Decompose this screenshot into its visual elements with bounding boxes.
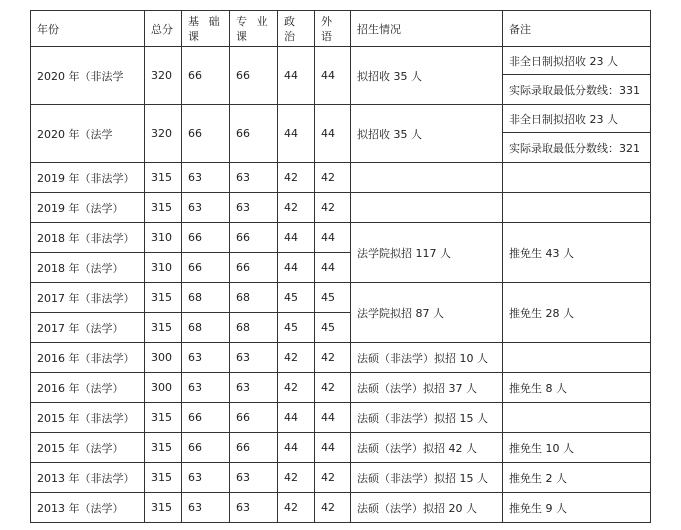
cell-year: 2015 年（法学）: [31, 433, 145, 463]
cell-total: 315: [145, 313, 182, 343]
cell-foreign: 44: [315, 403, 351, 433]
cell-total: 300: [145, 373, 182, 403]
cell-basic: 63: [182, 163, 230, 193]
cell-total: 320: [145, 105, 182, 163]
cell-foreign: 42: [315, 463, 351, 493]
table-row: [31, 493, 651, 523]
admission-score-table: [30, 10, 651, 523]
cell-note: [503, 343, 651, 373]
cell-politics: 44: [278, 403, 315, 433]
cell-enroll: 拟招收 35 人: [351, 105, 503, 163]
cell-total: 300: [145, 343, 182, 373]
cell-enroll: [351, 193, 503, 223]
cell-total: 310: [145, 253, 182, 283]
cell-basic: 66: [182, 433, 230, 463]
cell-year: 2015 年（非法学）: [31, 403, 145, 433]
cell-basic: 63: [182, 343, 230, 373]
cell-major: 63: [230, 373, 278, 403]
cell-enroll: 法硕（非法学）拟招 10 人: [351, 343, 503, 373]
cell-basic: 68: [182, 313, 230, 343]
table-row: [31, 223, 651, 253]
cell-total: 315: [145, 193, 182, 223]
cell-enroll: 法硕（法学）拟招 37 人: [351, 373, 503, 403]
cell-year: 2016 年（非法学）: [31, 343, 145, 373]
table-row: [31, 163, 651, 193]
cell-major: 66: [230, 253, 278, 283]
cell-basic: 66: [182, 403, 230, 433]
cell-major: 63: [230, 343, 278, 373]
cell-foreign: 44: [315, 253, 351, 283]
cell-foreign: 44: [315, 433, 351, 463]
cell-major: 63: [230, 493, 278, 523]
cell-foreign: 42: [315, 193, 351, 223]
cell-note: 推免生 2 人: [503, 463, 651, 493]
cell-year: 2013 年（非法学）: [31, 463, 145, 493]
cell-foreign: 45: [315, 313, 351, 343]
cell-enroll: 法学院拟招 117 人: [351, 223, 503, 283]
cell-major: 66: [230, 403, 278, 433]
cell-enroll: 法硕（法学）拟招 42 人: [351, 433, 503, 463]
cell-year: 2018 年（法学）: [31, 253, 145, 283]
cell-foreign: 42: [315, 493, 351, 523]
cell-total: 315: [145, 163, 182, 193]
cell-major: 66: [230, 223, 278, 253]
cell-foreign: 42: [315, 343, 351, 373]
cell-enroll: 法硕（法学）拟招 20 人: [351, 493, 503, 523]
cell-foreign: 44: [315, 223, 351, 253]
cell-note: [503, 163, 651, 193]
cell-major: 63: [230, 163, 278, 193]
cell-politics: 42: [278, 163, 315, 193]
header-major: 专 业 课: [230, 11, 278, 47]
header-year: 年份: [31, 11, 145, 47]
table-row: [31, 47, 651, 75]
cell-note: [503, 193, 651, 223]
cell-total: 315: [145, 403, 182, 433]
cell-total: 315: [145, 493, 182, 523]
cell-basic: 63: [182, 463, 230, 493]
cell-major: 68: [230, 313, 278, 343]
table-row: [31, 193, 651, 223]
cell-note: 非全日制拟招收 23 人: [503, 105, 651, 133]
cell-total: 320: [145, 47, 182, 105]
cell-note: 推免生 43 人: [503, 223, 651, 283]
table-row: [31, 283, 651, 313]
cell-foreign: 44: [315, 105, 351, 163]
cell-politics: 44: [278, 105, 315, 163]
header-row: [31, 11, 651, 47]
cell-politics: 44: [278, 223, 315, 253]
cell-total: 315: [145, 433, 182, 463]
cell-note: 推免生 10 人: [503, 433, 651, 463]
cell-total: 315: [145, 463, 182, 493]
table-row: [31, 463, 651, 493]
cell-note: [503, 403, 651, 433]
cell-politics: 42: [278, 373, 315, 403]
cell-basic: 63: [182, 193, 230, 223]
cell-politics: 42: [278, 463, 315, 493]
cell-year: 2017 年（非法学）: [31, 283, 145, 313]
header-politics: 政 治: [278, 11, 315, 47]
table-row: [31, 403, 651, 433]
cell-foreign: 45: [315, 283, 351, 313]
cell-total: 310: [145, 223, 182, 253]
cell-year: 2019 年（非法学）: [31, 163, 145, 193]
cell-enroll: 拟招收 35 人: [351, 47, 503, 105]
header-total: 总分: [145, 11, 182, 47]
table-row: [31, 105, 651, 133]
cell-basic: 66: [182, 253, 230, 283]
cell-year: 2017 年（法学）: [31, 313, 145, 343]
cell-note: 实际录取最低分数线：321: [503, 133, 651, 163]
cell-foreign: 42: [315, 163, 351, 193]
cell-politics: 44: [278, 433, 315, 463]
cell-note: 实际录取最低分数线：331: [503, 75, 651, 105]
cell-total: 315: [145, 283, 182, 313]
cell-politics: 42: [278, 343, 315, 373]
cell-politics: 42: [278, 493, 315, 523]
cell-enroll: [351, 163, 503, 193]
table-row: [31, 343, 651, 373]
cell-note: 非全日制拟招收 23 人: [503, 47, 651, 75]
cell-politics: 44: [278, 47, 315, 105]
header-enroll: 招生情况: [351, 11, 503, 47]
cell-note: 推免生 9 人: [503, 493, 651, 523]
cell-year: 2018 年（非法学）: [31, 223, 145, 253]
cell-enroll: 法硕（非法学）拟招 15 人: [351, 463, 503, 493]
cell-major: 66: [230, 47, 278, 105]
cell-basic: 63: [182, 493, 230, 523]
header-basic: 基 础 课: [182, 11, 230, 47]
cell-foreign: 42: [315, 373, 351, 403]
cell-year: 2019 年（法学）: [31, 193, 145, 223]
cell-politics: 42: [278, 193, 315, 223]
header-foreign: 外 语: [315, 11, 351, 47]
cell-year: 2013 年（法学）: [31, 493, 145, 523]
cell-year: 2020 年（法学: [31, 105, 145, 163]
cell-politics: 45: [278, 283, 315, 313]
cell-note: 推免生 28 人: [503, 283, 651, 343]
cell-foreign: 44: [315, 47, 351, 105]
cell-politics: 44: [278, 253, 315, 283]
cell-basic: 68: [182, 283, 230, 313]
table-row: [31, 373, 651, 403]
cell-year: 2020 年（非法学: [31, 47, 145, 105]
cell-enroll: 法学院拟招 87 人: [351, 283, 503, 343]
cell-year: 2016 年（法学）: [31, 373, 145, 403]
cell-major: 66: [230, 105, 278, 163]
cell-major: 63: [230, 463, 278, 493]
cell-basic: 63: [182, 373, 230, 403]
table-row: [31, 433, 651, 463]
cell-major: 63: [230, 193, 278, 223]
cell-basic: 66: [182, 223, 230, 253]
cell-basic: 66: [182, 47, 230, 105]
cell-major: 66: [230, 433, 278, 463]
cell-politics: 45: [278, 313, 315, 343]
cell-major: 68: [230, 283, 278, 313]
cell-enroll: 法硕（非法学）拟招 15 人: [351, 403, 503, 433]
header-note: 备注: [503, 11, 651, 47]
cell-basic: 66: [182, 105, 230, 163]
cell-note: 推免生 8 人: [503, 373, 651, 403]
